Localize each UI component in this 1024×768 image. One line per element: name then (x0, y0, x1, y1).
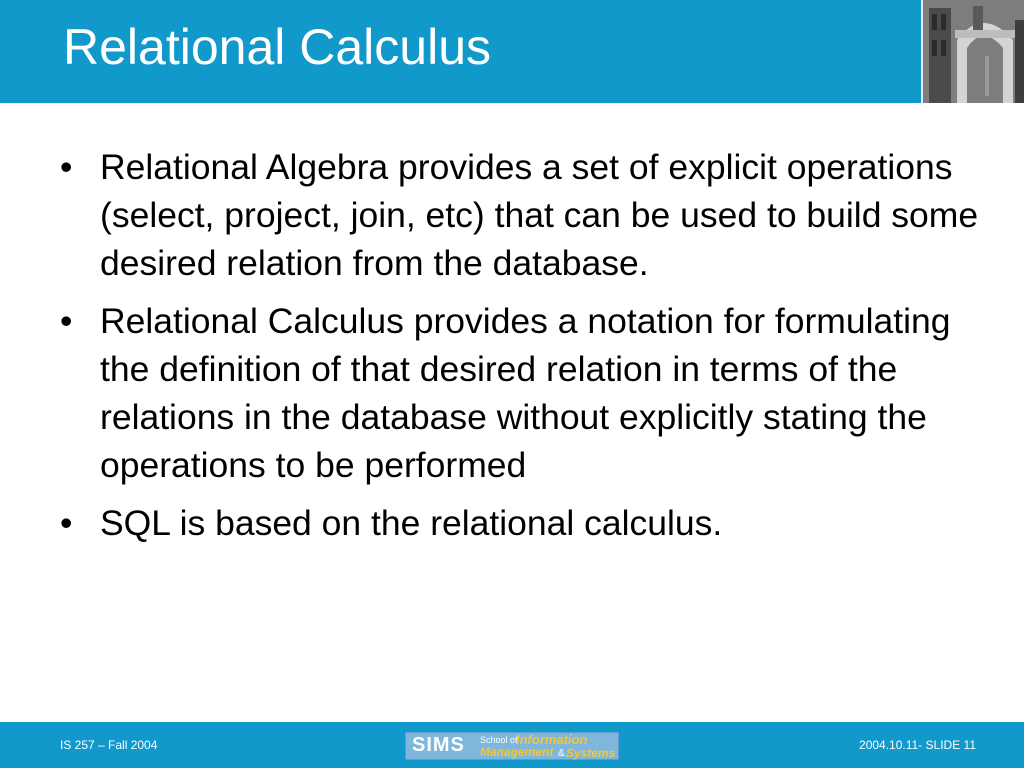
slide-number-label: 2004.10.11- SLIDE 11 (859, 738, 976, 752)
bullet-text: Relational Algebra provides a set of explicit operations (select, project, join, etc) that can be used to build some desired relation from the database. (100, 147, 979, 283)
bullet-item (60, 143, 980, 287)
title-bar (0, 0, 1024, 103)
slide-title: Relational Calculus (63, 19, 492, 75)
bullet-symbol: • (60, 503, 73, 543)
logo-systems: Systems (566, 746, 616, 760)
bullet-text: SQL is based on the relational calculus. (100, 503, 723, 543)
logo-mark: SIMS (412, 734, 465, 756)
building-photo-icon (921, 0, 1024, 103)
bullet-item (60, 297, 980, 489)
bullet-symbol: • (60, 301, 73, 341)
logo-school-of: School of (480, 735, 518, 745)
bullet-list (60, 143, 980, 557)
logo-management: Management (480, 745, 554, 759)
sims-logo (405, 732, 619, 760)
bullet-text: Relational Calculus provides a notation for formulating the definition of that desired relation in terms of the relations in the database without explicitly stating the operations to be performed (100, 301, 951, 485)
bullet-item (60, 499, 980, 547)
course-label: IS 257 – Fall 2004 (60, 738, 158, 752)
logo-information: Information (516, 732, 588, 747)
footer-bar (0, 722, 1024, 768)
logo-ampersand: & (558, 748, 565, 759)
bullet-symbol: • (60, 147, 73, 187)
